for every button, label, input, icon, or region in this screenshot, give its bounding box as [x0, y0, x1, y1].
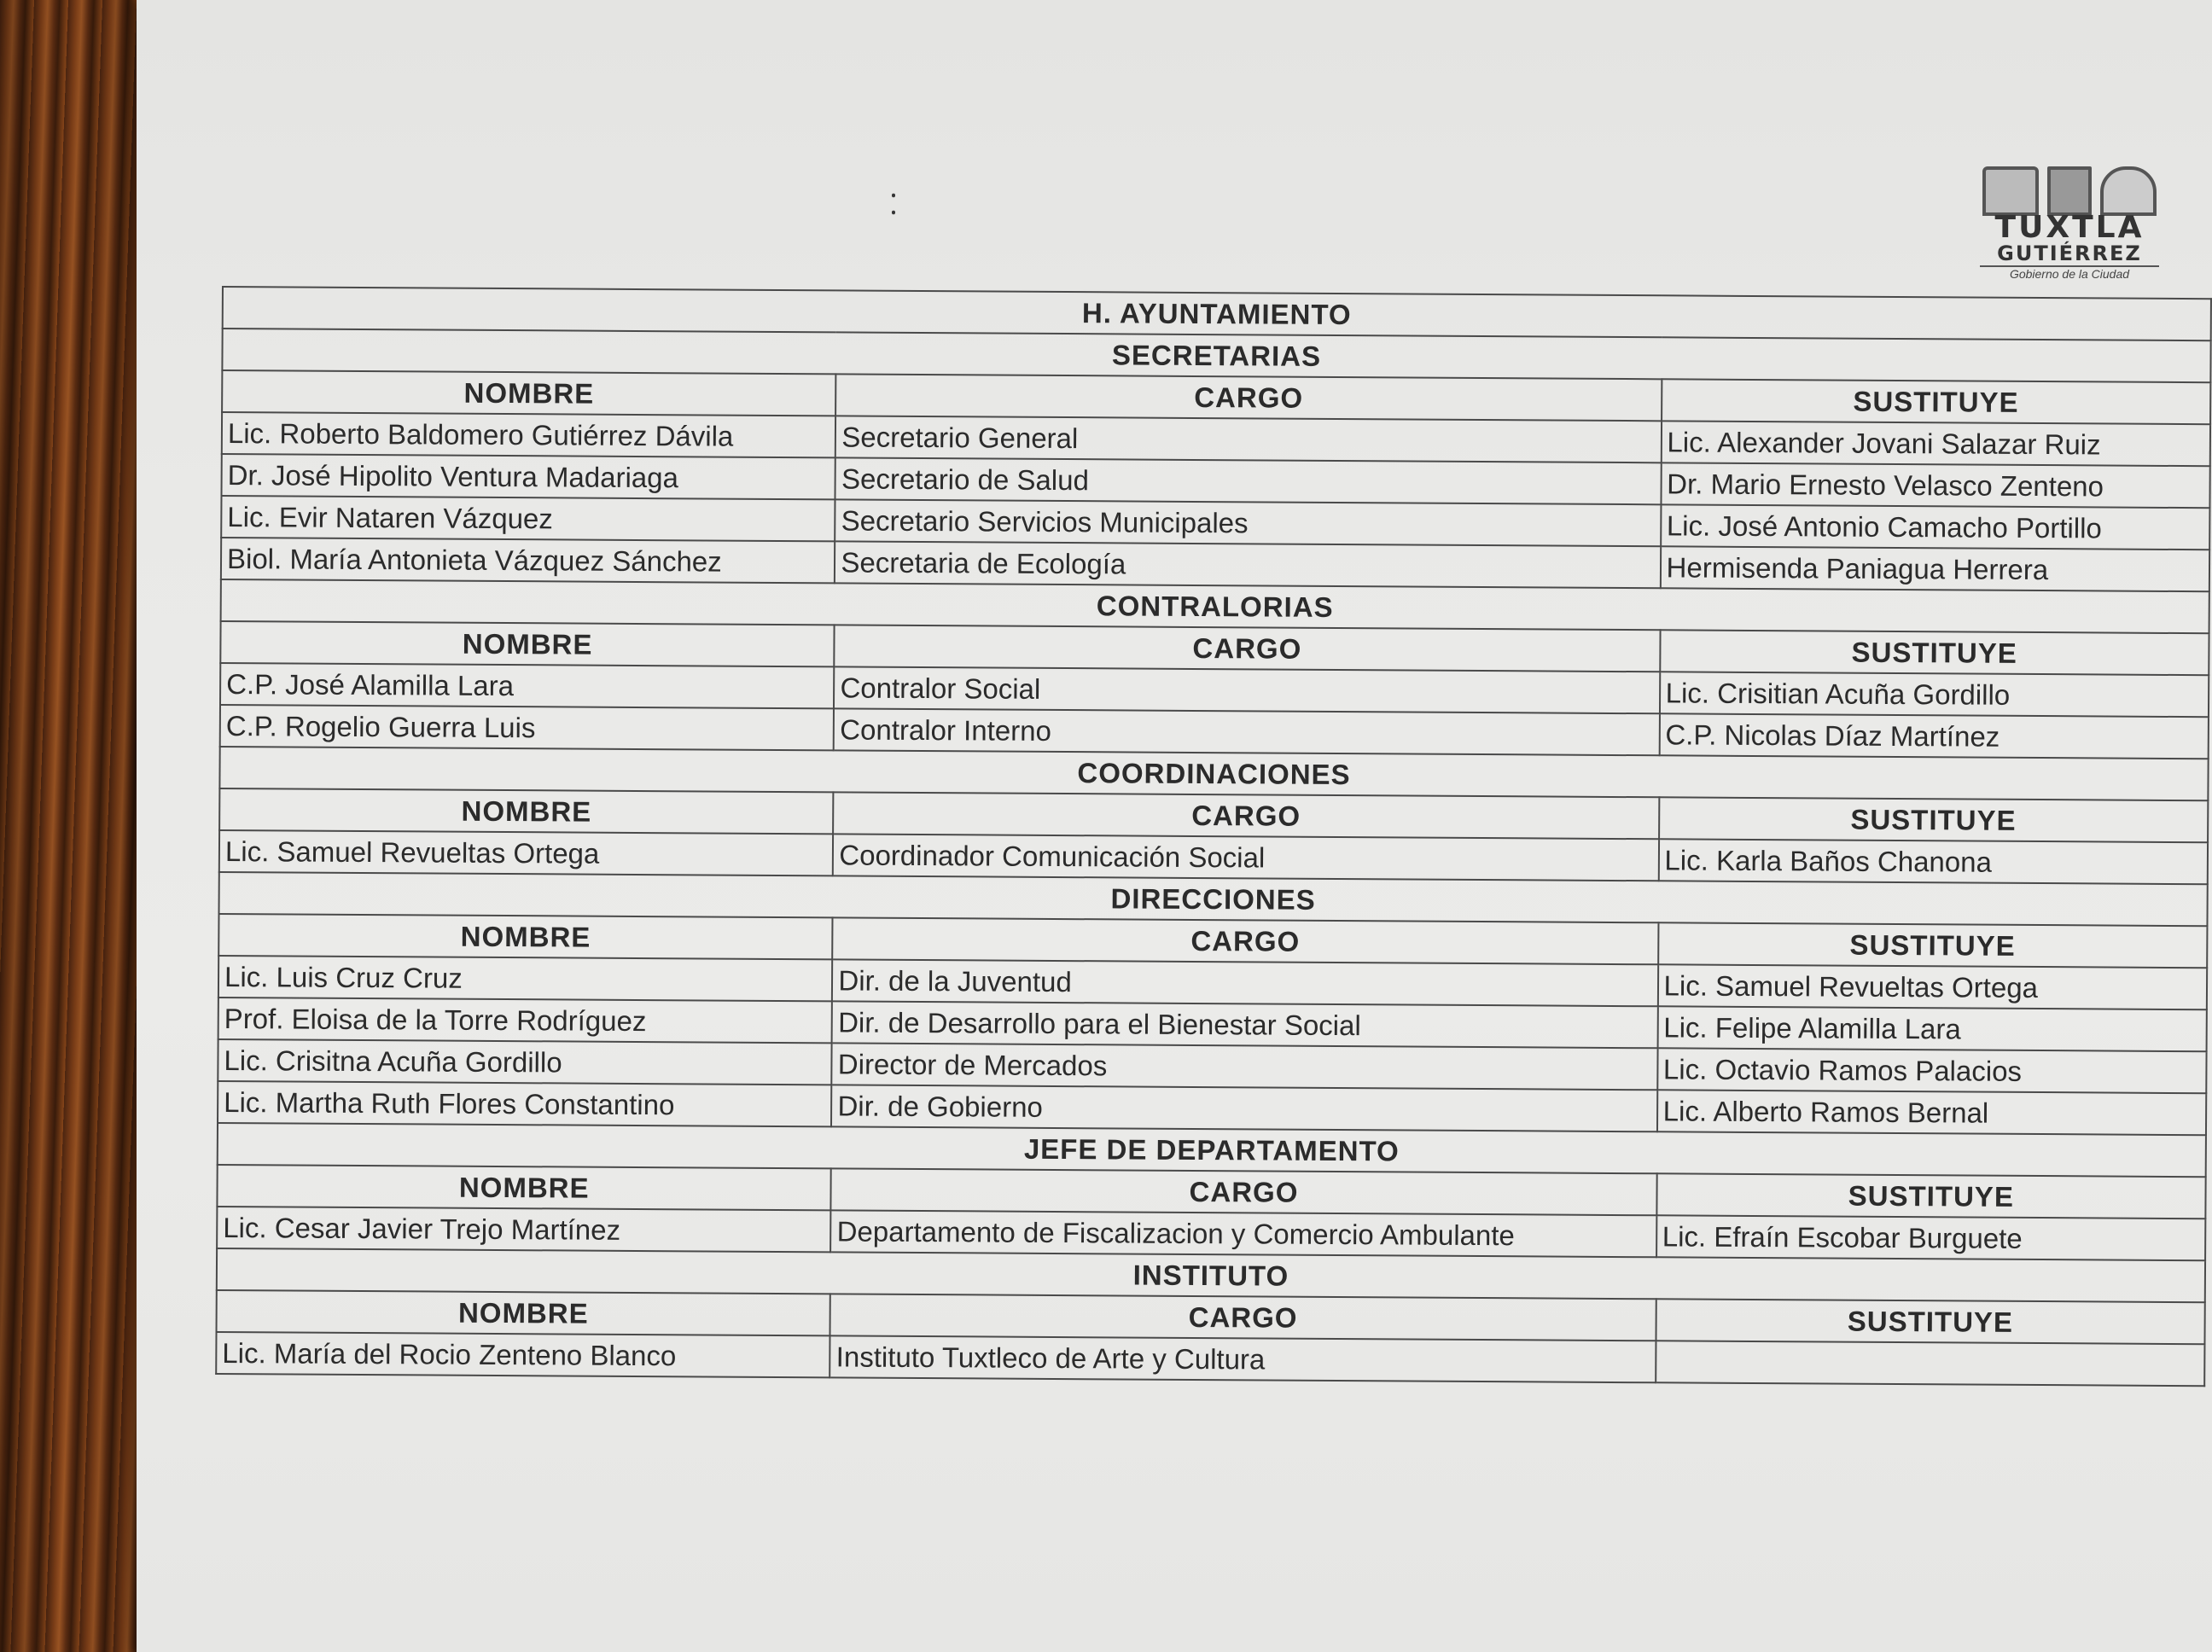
- cargo-cell: Dir. de la Juventud: [832, 959, 1657, 1006]
- sustituye-cell: Lic. José Antonio Camacho Portillo: [1661, 504, 2210, 550]
- logo-tagline: Gobierno de la Ciudad: [1980, 265, 2159, 281]
- section-heading: COORDINACIONES: [219, 747, 2208, 800]
- column-header: NOMBRE: [220, 621, 835, 666]
- nombre-cell: Lic. Roberto Baldomero Gutiérrez Dávila: [222, 412, 836, 457]
- cargo-cell: Secretario de Salud: [835, 457, 1661, 504]
- column-header: SUSTITUYE: [1656, 1173, 2206, 1219]
- cargo-cell: Director de Mercados: [832, 1043, 1657, 1090]
- cargo-cell: Contralor Social: [834, 666, 1659, 713]
- cargo-cell: Instituto Tuxtleco de Arte y Cultura: [830, 1335, 1656, 1382]
- cargo-cell: Coordinador Comunicación Social: [833, 834, 1658, 881]
- sustituye-cell: Lic. Karla Baños Chanona: [1658, 839, 2208, 884]
- nombre-cell: C.P. José Alamilla Lara: [220, 663, 835, 708]
- section-heading: INSTITUTO: [217, 1248, 2205, 1302]
- cargo-cell: Contralor Interno: [834, 708, 1659, 755]
- sustituye-cell: [1656, 1341, 2205, 1386]
- cargo-cell: Secretario General: [835, 416, 1661, 462]
- nombre-cell: Lic. Samuel Revueltas Ortega: [219, 830, 834, 875]
- cargo-cell: Secretaria de Ecología: [835, 541, 1660, 588]
- column-header: CARGO: [833, 792, 1658, 839]
- sustituye-cell: Hermisenda Paniagua Herrera: [1660, 546, 2209, 591]
- section-heading: SECRETARIAS: [222, 329, 2210, 382]
- column-header: CARGO: [831, 1168, 1656, 1215]
- column-header: CARGO: [833, 917, 1658, 964]
- sustituye-cell: Lic. Efraín Escobar Burguete: [1656, 1215, 2206, 1260]
- column-header: CARGO: [830, 1294, 1656, 1341]
- logo-word: TUXTLA: [1994, 210, 2145, 245]
- column-header: SUSTITUYE: [1656, 1299, 2205, 1344]
- nombre-cell: Lic. María del Rocio Zenteno Blanco: [216, 1332, 830, 1377]
- ink-speck: [892, 192, 895, 218]
- nombre-cell: Dr. José Hipolito Ventura Madariaga: [221, 454, 835, 499]
- column-header: SUSTITUYE: [1660, 630, 2209, 675]
- column-header: NOMBRE: [217, 1165, 831, 1210]
- nombre-cell: Lic. Crisitna Acuña Gordillo: [218, 1039, 832, 1085]
- nombre-cell: Lic. Luis Cruz Cruz: [218, 956, 833, 1001]
- section-heading: DIRECCIONES: [219, 872, 2208, 926]
- nombre-cell: Lic. Cesar Javier Trejo Martínez: [217, 1207, 831, 1252]
- cargo-cell: Dir. de Gobierno: [831, 1085, 1656, 1131]
- city-emblem-icon: [1980, 166, 2159, 212]
- cargo-cell: Dir. de Desarrollo para el Bienestar Social: [832, 1001, 1657, 1048]
- staff-table: [215, 286, 2212, 1387]
- document-title: H. AYUNTAMIENTO: [223, 287, 2211, 340]
- column-header: NOMBRE: [219, 788, 834, 834]
- nombre-cell: Prof. Eloisa de la Torre Rodríguez: [218, 998, 833, 1043]
- column-header: NOMBRE: [222, 370, 836, 416]
- sustituye-cell: C.P. Nicolas Díaz Martínez: [1659, 713, 2209, 759]
- nombre-cell: Biol. María Antonieta Vázquez Sánchez: [221, 538, 835, 583]
- nombre-cell: Lic. Martha Ruth Flores Constantino: [218, 1081, 832, 1126]
- wooden-surface: [0, 0, 154, 1652]
- sustituye-cell: Lic. Alberto Ramos Bernal: [1657, 1090, 2207, 1135]
- column-header: NOMBRE: [217, 1290, 831, 1335]
- sustituye-cell: Dr. Mario Ernesto Velasco Zenteno: [1661, 462, 2210, 508]
- column-header: SUSTITUYE: [1659, 797, 2209, 842]
- section-heading: JEFE DE DEPARTAMENTO: [218, 1123, 2206, 1177]
- cargo-cell: Secretario Servicios Municipales: [835, 499, 1661, 546]
- column-header: SUSTITUYE: [1658, 922, 2208, 968]
- nombre-cell: C.P. Rogelio Guerra Luis: [220, 705, 835, 750]
- column-header: CARGO: [835, 374, 1661, 421]
- column-header: NOMBRE: [218, 914, 833, 959]
- nombre-cell: Lic. Evir Nataren Vázquez: [221, 496, 835, 541]
- sustituye-cell: Lic. Octavio Ramos Palacios: [1657, 1048, 2207, 1093]
- sustituye-cell: Lic. Alexander Jovani Salazar Ruiz: [1661, 421, 2210, 466]
- section-heading: CONTRALORIAS: [221, 579, 2209, 633]
- logo-subword: GUTIÉRREZ: [1997, 241, 2142, 265]
- sustituye-cell: Lic. Crisitian Acuña Gordillo: [1660, 672, 2209, 717]
- cargo-cell: Departamento de Fiscalizacion y Comercio Ambulante: [831, 1210, 1656, 1257]
- column-header: CARGO: [835, 625, 1660, 672]
- tuxtla-logo: [1980, 166, 2159, 282]
- sustituye-cell: Lic. Felipe Alamilla Lara: [1657, 1006, 2207, 1051]
- sustituye-cell: Lic. Samuel Revueltas Ortega: [1657, 964, 2207, 1009]
- column-header: SUSTITUYE: [1662, 379, 2211, 424]
